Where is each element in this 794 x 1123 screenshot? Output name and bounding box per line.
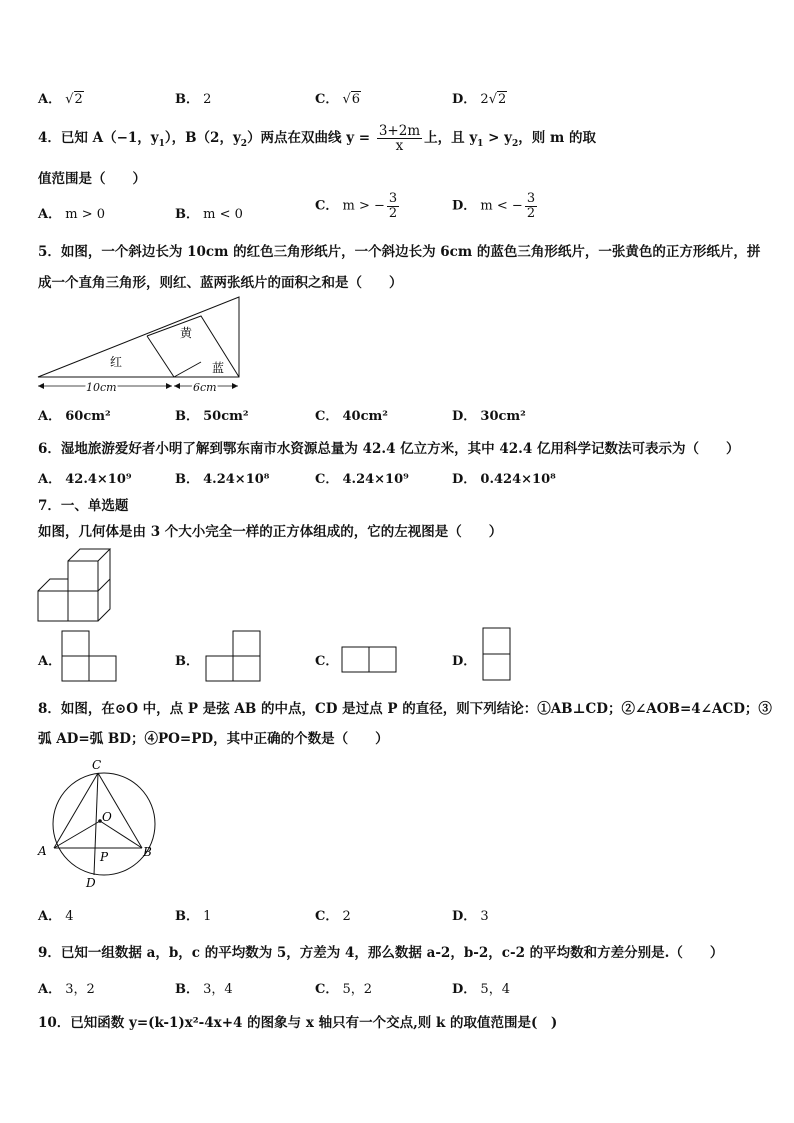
- q4-stem-line2: 值范围是（ ）: [38, 171, 146, 187]
- q9-option-a: A． 3，2: [38, 982, 95, 997]
- q7-section-heading: 7．一、单选题: [38, 498, 129, 514]
- q9-option-d: D． 5，4: [452, 982, 510, 997]
- q8-option-b: B． 1: [175, 909, 212, 924]
- q3-option-a: A． √2: [38, 92, 83, 107]
- q7-stem: 如图，几何体是由 3 个大小完全一样的正方体组成的，它的左视图是（ ）: [38, 524, 503, 540]
- q7-option-c-figure: [340, 645, 398, 675]
- length-blue: 6cm: [193, 381, 217, 394]
- yellow-square: [147, 316, 239, 377]
- svg-text:O: O: [102, 810, 112, 824]
- q5-option-d: D． 30cm²: [452, 409, 526, 424]
- q5-option-a: A． 60cm²: [38, 409, 111, 424]
- q6-stem: 6．湿地旅游爱好者小明了解到鄂东南市水资源总量为 42.4 亿立方米，其中 42.4 亿用科学记数法可表示为（ ）: [38, 441, 740, 457]
- q4-option-a: A． m > 0: [38, 207, 105, 222]
- big-triangle: [38, 297, 239, 377]
- q7-option-a-figure: [60, 629, 118, 683]
- q9-stem: 9．已知一组数据 a，b，c 的平均数为 5，方差为 4，那么数据 a-2，b-2，c-2 的平均数和方差分别是.（ ）: [38, 945, 724, 961]
- q8-option-d: D． 3: [452, 909, 489, 924]
- q4-option-d: D． m < − $\frac{3}{2}$: [452, 191, 536, 221]
- q7-option-a-label: A．: [38, 654, 62, 669]
- q7-option-b-figure: [204, 629, 262, 683]
- segment-ob: [100, 821, 142, 848]
- svg-text:P: P: [100, 850, 109, 864]
- q3-option-b: B． 2: [175, 92, 212, 107]
- svg-text:A: A: [38, 844, 47, 858]
- q7-option-c-label: C．: [315, 654, 339, 669]
- q7-option-d-label: D．: [452, 654, 477, 669]
- q4-stem-line1: 4．已知 A（−1，$y_1$），B（2，$y_2$）两点在双曲线 y = $\frac{3+2m}{x}$ 上，且 $y_1 > y_2$，则 m 的取: [38, 123, 596, 155]
- svg-text:C: C: [92, 758, 102, 772]
- q6-option-c: C． 4.24×10⁹: [315, 472, 409, 487]
- q6-option-b: B． 4.24×10⁸: [175, 472, 270, 487]
- q9-option-b: B． 3，4: [175, 982, 233, 997]
- square-side-left: [147, 336, 174, 377]
- q8-stem-line1: 8．如图，在⊙O 中，点 P 是弦 AB 的中点，CD 是过点 P 的直径，则下列结论：①AB⊥CD；②∠AOB=4∠ACD；③: [38, 701, 772, 717]
- q8-option-c: C． 2: [315, 909, 351, 924]
- length-red: 10cm: [86, 381, 117, 394]
- q4-option-b: B． m < 0: [175, 207, 243, 222]
- q7-solid-figure: [36, 546, 112, 624]
- svg-text:D: D: [86, 876, 96, 890]
- segment-ca: [54, 773, 98, 848]
- label-yellow: 黄: [180, 326, 193, 340]
- q5-stem-line2: 成一个直角三角形，则红、蓝两张纸片的面积之和是（ ）: [38, 275, 403, 291]
- q6-option-d: D． 0.424×10⁸: [452, 472, 556, 487]
- label-red: 红: [110, 355, 123, 369]
- q3-option-c: C． √6: [315, 92, 361, 107]
- q7-option-d-figure: [481, 626, 512, 682]
- q3-option-d: D． 2√2: [452, 92, 507, 107]
- q8-circle-figure: [34, 755, 164, 891]
- square-side-bottom: [174, 362, 201, 377]
- q4-option-c: C． m > − $\frac{3}{2}$: [315, 191, 398, 221]
- q5-option-b: B． 50cm²: [175, 409, 249, 424]
- svg-text:B: B: [143, 845, 152, 859]
- q6-option-a: A． 42.4×10⁹: [38, 472, 132, 487]
- q5-option-c: C． 40cm²: [315, 409, 388, 424]
- label-blue: 蓝: [212, 361, 225, 375]
- q5-figure: [34, 292, 244, 396]
- segment-oa: [54, 821, 100, 848]
- q5-stem-line1: 5．如图，一个斜边长为 10cm 的红色三角形纸片，一个斜边长为 6cm 的蓝色三角形纸片，一张黄色的正方形纸片，拼: [38, 244, 761, 260]
- q9-option-c: C． 5，2: [315, 982, 373, 997]
- q10-stem: 10．已知函数 y=(k-1)x²-4x+4 的图象与 x 轴只有一个交点,则 k 的取值范围是( ): [38, 1015, 558, 1031]
- q8-stem-line2: 弧 AD=弧 BD；④PO=PD，其中正确的个数是（ ）: [38, 731, 389, 747]
- q8-option-a: A． 4: [38, 909, 74, 924]
- q7-option-b-label: B．: [175, 654, 199, 669]
